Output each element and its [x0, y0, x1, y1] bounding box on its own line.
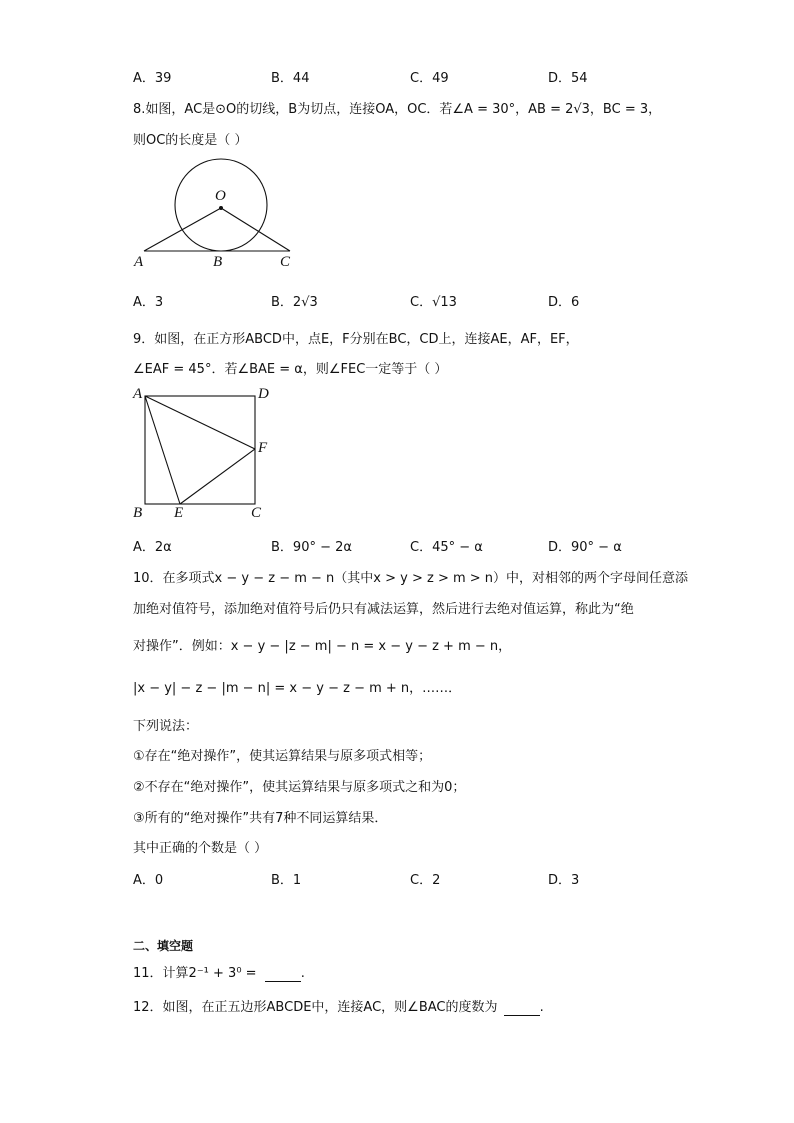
section-title-fill-in: 二、填空题	[133, 939, 194, 953]
label-f: F	[258, 440, 268, 456]
q8-option-c: C．√13	[410, 295, 457, 310]
q10-statements-intro: 下列说法：	[133, 719, 199, 734]
q10-statement-2: ②不存在“绝对操作”，使其运算结果与原多项式之和为0；	[133, 780, 466, 795]
q10-stem-line2: 加绝对值符号，添加绝对值符号后仍只有减法运算，然后进行去绝对值运算，称此为“绝	[133, 602, 634, 617]
q12-answer-blank[interactable]	[504, 1000, 540, 1016]
q10-stem-line4: |x − y| − z − |m − n| = x − y − z − m + n，……．	[133, 681, 462, 696]
q9-option-a: A．2α	[133, 540, 172, 555]
q10-stem-line1: 10．在多项式x − y − z − m − n（其中x > y > z > m > n）中，对相邻的两个字母间任意添	[133, 571, 689, 586]
q10-stem-line3: 对操作”．例如：x − y − |z − m| − n = x − y − z + m − n，	[133, 639, 512, 654]
q8-figure	[130, 158, 300, 276]
label-a: A	[133, 386, 143, 402]
q12-text: 12．如图，在正五边形ABCDE中，连接AC，则∠BAC的度数为	[133, 1000, 498, 1015]
q8-option-d: D．6	[548, 295, 580, 310]
q7-option-c: C．49	[410, 71, 449, 86]
q12-tail: .	[539, 1000, 544, 1015]
q11-tail: .	[300, 966, 305, 981]
q11	[133, 962, 305, 982]
q7-option-b: B．44	[271, 71, 310, 86]
q7-option-d: D．54	[548, 71, 588, 86]
q9-stem-line2: ∠EAF = 45°．若∠BAE = α，则∠FEC一定等于（ ）	[133, 362, 448, 377]
q7-option-a: A．39	[133, 71, 172, 86]
q10-option-d: D．3	[548, 873, 580, 888]
q9-option-b: B．90° − 2α	[271, 540, 352, 555]
q9-stem-line1: 9．如图，在正方形ABCD中，点E，F分别在BC，CD上，连接AE，AF，EF，	[133, 332, 579, 347]
label-e: E	[174, 505, 184, 521]
q8-stem-line1: 8.如图，AC是⊙O的切线，B为切点，连接OA，OC．若∠A = 30°，AB = 2√3，BC = 3，	[133, 102, 662, 117]
q9-option-d: D．90° − α	[548, 540, 622, 555]
label-c: C	[251, 505, 262, 521]
q10-statement-3: ③所有的“绝对操作”共有7种不同运算结果．	[133, 811, 388, 826]
q10-option-a: A．0	[133, 873, 164, 888]
q12	[133, 996, 544, 1016]
q8-option-a: A．3	[133, 295, 164, 310]
label-b: B	[213, 254, 223, 270]
q9-option-c: C．45° − α	[410, 540, 483, 555]
q11-text: 11．计算2⁻¹ + 3⁰ =	[133, 966, 257, 981]
label-c: C	[280, 254, 291, 270]
q11-answer-blank[interactable]	[265, 966, 301, 982]
label-a: A	[134, 254, 144, 270]
q8-option-b: B．2√3	[271, 295, 318, 310]
label-b: B	[133, 505, 143, 521]
q10-question: 其中正确的个数是（ ）	[133, 841, 268, 856]
label-o: O	[215, 188, 226, 204]
q10-option-b: B．1	[271, 873, 302, 888]
q10-statement-1: ①存在“绝对操作”，使其运算结果与原多项式相等；	[133, 749, 432, 764]
q9-figure	[130, 386, 280, 526]
label-d: D	[258, 386, 269, 402]
q10-option-c: C．2	[410, 873, 441, 888]
q8-stem-line2: 则OC的长度是（ ）	[133, 133, 248, 148]
